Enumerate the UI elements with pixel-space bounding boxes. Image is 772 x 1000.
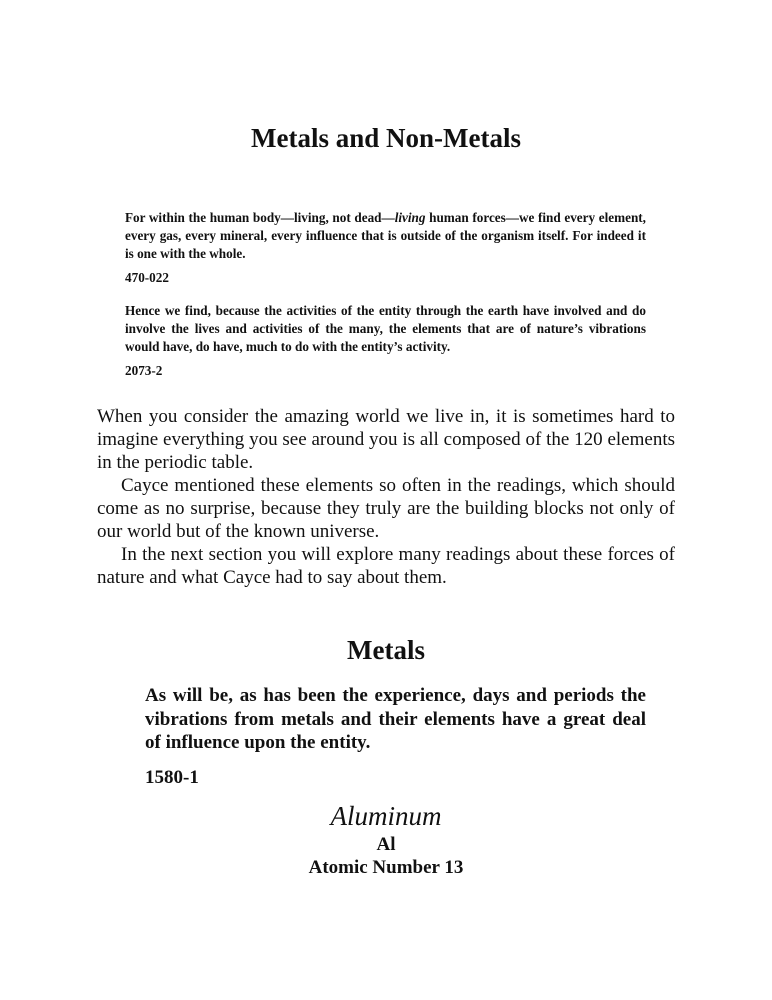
chapter-title: Metals and Non-Metals	[251, 123, 521, 153]
section-quote	[145, 684, 646, 789]
epigraph-1-text-after: human forces—we find every element, every gas, every mineral, every influence that is outside of the organism itself. For indeed it is one with the whole.	[125, 210, 646, 261]
body-text	[97, 405, 675, 589]
epigraph-2-reference: 2073-2	[125, 363, 163, 378]
epigraph-2-text: Hence we find, because the activities of the entity through the earth have involved and do involve the lives and activities of the many, the elements that are of nature’s vibrations would have, do have, much to do with the entity’s activity.	[125, 303, 646, 354]
element-atomic-number: Atomic Number 13	[308, 857, 464, 878]
body-paragraph-2: Cayce mentioned these elements so often in the readings, which should come as no surprise, because they truly are the building blocks not only of our world but of the known universe.	[97, 475, 675, 542]
epigraph-1-emphasis: living	[394, 210, 426, 225]
section-quote-reference: 1580-1	[145, 766, 199, 788]
element-name: Aluminum	[330, 801, 442, 831]
epigraph-1-reference: 470-022	[125, 270, 169, 285]
element-symbol: Al	[376, 834, 396, 855]
section-quote-text: As will be, as has been the experience, days and periods the vibrations from metals and their elements have a great deal of influence upon the entity.	[145, 685, 646, 753]
body-paragraph-3: In the next section you will explore many readings about these forces of nature and what Cayce had to say about them.	[97, 544, 675, 588]
section-title: Metals	[347, 635, 425, 665]
body-paragraph-1: When you consider the amazing world we live in, it is sometimes hard to imagine everything you see around you is all composed of the 120 elements in the periodic table.	[97, 406, 675, 473]
epigraph-1	[125, 209, 646, 287]
epigraph-1-text-before: For within the human body—living, not dead—	[125, 210, 395, 225]
epigraph-2	[125, 302, 646, 380]
